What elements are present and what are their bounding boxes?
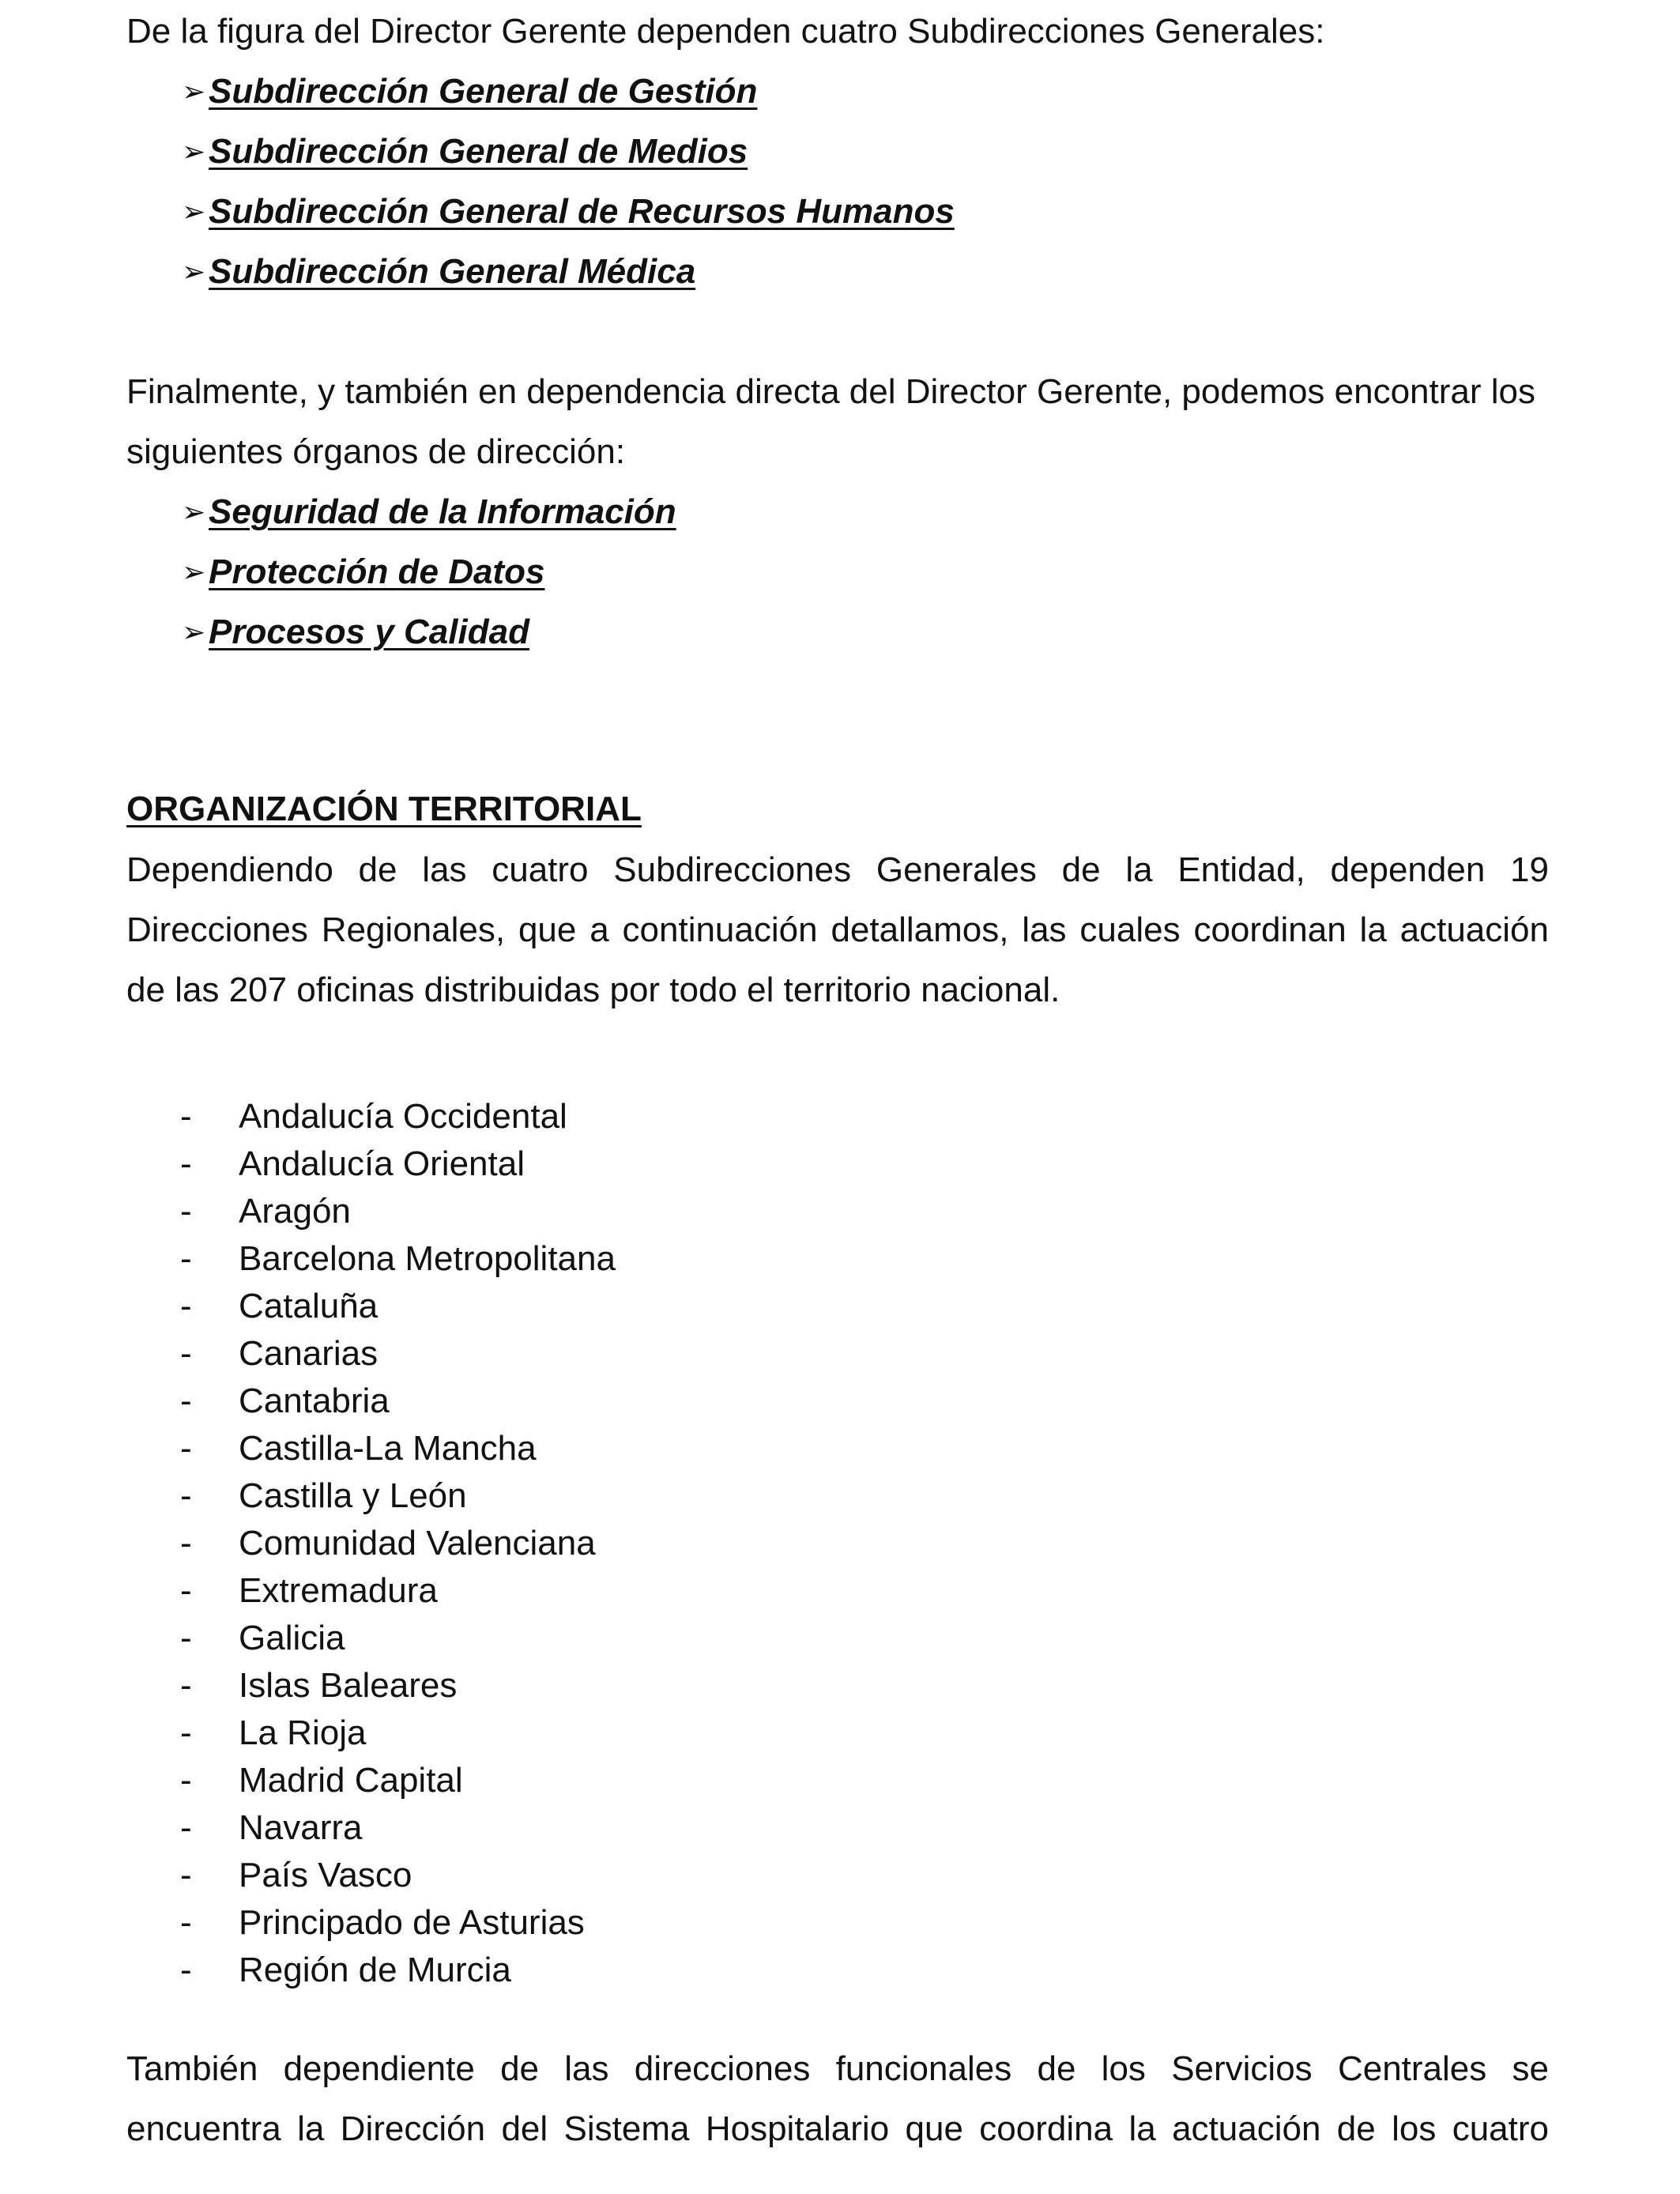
territorial-paragraph-line: Dependiendo de las cuatro Subdirecciones Generales de la Entidad, dependen 19 xyxy=(126,850,1549,889)
arrow-bullet-icon: ➢ xyxy=(182,616,206,649)
region-list-item xyxy=(180,1948,511,1992)
region-label: Comunidad Valenciana xyxy=(239,1524,596,1563)
region-label: Extremadura xyxy=(239,1571,438,1610)
dash-bullet-icon: - xyxy=(180,1761,192,1800)
region-label: Cantabria xyxy=(239,1382,390,1420)
dash-bullet-icon: - xyxy=(180,1334,192,1373)
dash-bullet-icon: - xyxy=(180,1571,192,1610)
region-list-item xyxy=(180,1569,438,1613)
dash-bullet-icon: - xyxy=(180,1192,192,1231)
region-list-item xyxy=(180,1806,363,1850)
territorial-paragraph-line: Direcciones Regionales, que a continuación detallamos, las cuales coordinan la actuación xyxy=(126,910,1549,949)
region-list-item xyxy=(180,1332,378,1376)
subdireccion-item xyxy=(182,130,748,176)
closing-paragraph-line: También dependiente de las direcciones funcionales de los Servicios Centrales se xyxy=(126,2049,1549,2088)
region-label: Principado de Asturias xyxy=(239,1903,585,1942)
region-list-item xyxy=(180,1853,412,1898)
dash-bullet-icon: - xyxy=(180,1429,192,1468)
region-label: Castilla-La Mancha xyxy=(239,1429,537,1468)
region-list-item xyxy=(180,1759,463,1803)
closing-paragraph-line: encuentra la Dirección del Sistema Hospitalario que coordina la actuación de los cuatro xyxy=(126,2109,1549,2148)
region-list-item xyxy=(180,1427,537,1471)
arrow-bullet-icon: ➢ xyxy=(182,76,206,108)
region-label: Navarra xyxy=(239,1808,363,1847)
region-list-item xyxy=(180,1901,585,1945)
region-list-item xyxy=(180,1284,378,1329)
organo-item xyxy=(182,610,529,657)
dash-bullet-icon: - xyxy=(180,1476,192,1515)
subdireccion-item xyxy=(182,190,955,236)
organos-intro-line: Finalmente, y también en dependencia directa del Director Gerente, podemos encontrar los xyxy=(126,372,1535,411)
region-list-item xyxy=(180,1189,351,1234)
section-heading: ORGANIZACIÓN TERRITORIAL xyxy=(126,790,642,828)
dash-bullet-icon: - xyxy=(180,1808,192,1847)
region-list-item xyxy=(180,1379,390,1423)
dash-bullet-icon: - xyxy=(180,1144,192,1183)
dash-bullet-icon: - xyxy=(180,1287,192,1325)
arrow-bullet-icon: ➢ xyxy=(182,136,206,168)
subdireccion-label: Subdirección General de Medios xyxy=(209,132,748,171)
subdireccion-item xyxy=(182,70,757,116)
region-label: Madrid Capital xyxy=(239,1761,463,1800)
organo-label: Seguridad de la Información xyxy=(209,492,676,531)
region-label: País Vasco xyxy=(239,1856,412,1894)
region-list-item xyxy=(180,1616,345,1661)
region-list-item xyxy=(180,1664,457,1708)
region-label: La Rioja xyxy=(239,1713,367,1752)
dash-bullet-icon: - xyxy=(180,1713,192,1752)
dash-bullet-icon: - xyxy=(180,1097,192,1136)
region-label: Islas Baleares xyxy=(239,1666,458,1705)
region-list-item xyxy=(180,1142,525,1186)
region-label: Galicia xyxy=(239,1619,345,1657)
region-list-item xyxy=(180,1521,596,1566)
subdireccion-label: Subdirección General de Recursos Humanos xyxy=(209,192,955,231)
region-list-item xyxy=(180,1237,616,1281)
region-label: Andalucía Oriental xyxy=(239,1144,525,1183)
region-label: Región de Murcia xyxy=(239,1951,511,1989)
dash-bullet-icon: - xyxy=(180,1856,192,1894)
region-list-item xyxy=(180,1095,567,1139)
arrow-bullet-icon: ➢ xyxy=(182,196,206,228)
region-label: Cataluña xyxy=(239,1287,379,1325)
region-list-item xyxy=(180,1474,467,1518)
dash-bullet-icon: - xyxy=(180,1239,192,1278)
dash-bullet-icon: - xyxy=(180,1903,192,1942)
subdireccion-label: Subdirección General de Gestión xyxy=(209,72,758,111)
region-label: Barcelona Metropolitana xyxy=(239,1239,616,1278)
dash-bullet-icon: - xyxy=(180,1666,192,1705)
organos-intro-line: siguientes órganos de dirección: xyxy=(126,432,626,471)
organo-item xyxy=(182,490,676,537)
arrow-bullet-icon: ➢ xyxy=(182,556,206,589)
dash-bullet-icon: - xyxy=(180,1524,192,1563)
region-label: Aragón xyxy=(239,1192,351,1231)
dash-bullet-icon: - xyxy=(180,1382,192,1420)
organo-label: Protección de Datos xyxy=(209,552,545,591)
region-label: Castilla y León xyxy=(239,1476,467,1515)
subdireccion-item xyxy=(182,250,695,296)
intro-paragraph: De la figura del Director Gerente dependen cuatro Subdirecciones Generales: xyxy=(126,12,1325,51)
dash-bullet-icon: - xyxy=(180,1619,192,1657)
region-label: Andalucía Occidental xyxy=(239,1097,567,1136)
subdireccion-label: Subdirección General Médica xyxy=(209,252,696,291)
region-list-item xyxy=(180,1711,366,1755)
organo-label: Procesos y Calidad xyxy=(209,613,529,651)
territorial-paragraph-line: de las 207 oficinas distribuidas por todo el territorio nacional. xyxy=(126,971,1060,1009)
arrow-bullet-icon: ➢ xyxy=(182,256,206,288)
dash-bullet-icon: - xyxy=(180,1951,192,1989)
organo-item xyxy=(182,550,544,597)
region-label: Canarias xyxy=(239,1334,379,1373)
arrow-bullet-icon: ➢ xyxy=(182,496,206,529)
